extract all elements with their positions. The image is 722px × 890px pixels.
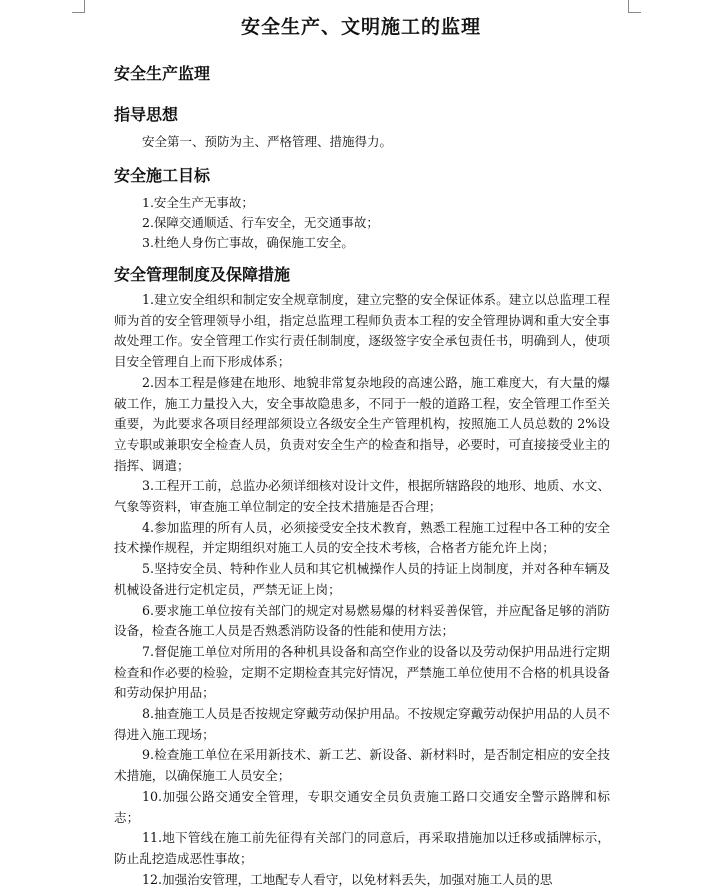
section-heading: 安全生产监理 <box>114 64 211 83</box>
goal-item: 2.保障交通顺适、行车安全，无交通事故； <box>142 215 379 230</box>
guiding-heading: 指导思想 <box>114 105 179 124</box>
measure-paragraph: 9.检查施工单位在采用新技术、新工艺、新设备、新材料时，是否制定相应的安全技术措施，以确保施工人员安全； <box>114 747 610 784</box>
measures-heading: 安全管理制度及保障措施 <box>114 265 291 284</box>
measure-paragraph: 12.加强治安管理，工地配专人看守，以免材料丢失，加强对施工人员的思 <box>142 871 553 887</box>
measure-paragraph: 6.要求施工单位按有关部门的规定对易燃易爆的材料妥善保管，并应配备足够的消防设备，检查各施工人员是否熟悉消防设备的性能和使用方法； <box>114 602 610 639</box>
measure-paragraph: 8.抽查施工人员是否按规定穿戴劳动保护用品。不按规定穿戴劳动保护用品的人员不得进入施工现场； <box>114 706 610 742</box>
measures-body <box>114 290 610 890</box>
measure-paragraph: 2.因本工程是修建在地形、地貌非常复杂地段的高速公路，施工难度大，有大量的爆破工作，施工力量投入大，安全事故隐患多，不同于一般的道路工程，安全管理工作至关重要，为此要求各项目经理部须设立各级安全生产管理机构，按照施工人员总数的 2%设立专职或兼职安全检查人员，负责对安全生产的检查和指导，必要时，可直接接受业主的指挥、调遣； <box>114 374 610 473</box>
goal-item: 1.安全生产无事故； <box>142 195 254 210</box>
measure-paragraph: 4.参加监理的所有人员，必须接受安全技术教育，熟悉工程施工过程中各工种的安全技术操作规程，并定期组织对施工人员的安全技术考核，合格者方能允许上岗； <box>114 519 610 556</box>
measure-paragraph: 11.地下管线在施工前先征得有关部门的同意后，再采取措施加以迁移或插牌标示，防止乱挖造成恶性事故； <box>114 830 610 866</box>
measure-paragraph: 10.加强公路交通安全管理，专职交通安全员负责施工路口交通安全警示路牌和标志； <box>114 788 610 825</box>
guiding-text: 安全第一、预防为主、严格管理、措施得力。 <box>142 134 393 149</box>
goal-item: 3.杜绝人身伤亡事故，确保施工安全。 <box>142 235 354 250</box>
measure-paragraph: 5.坚持安全员、特种作业人员和其它机械操作人员的持证上岗制度，并对各种车辆及机械设备进行定机定员，严禁无证上岗； <box>114 561 610 597</box>
measure-paragraph: 7.督促施工单位对所用的各种机具设备和高空作业的设备以及劳动保护用品进行定期检查和作必要的检验，定期不定期检查其完好情况，严禁施工单位使用不合格的机具设备和劳动保护用品； <box>114 643 610 701</box>
document-title: 安全生产、文明施工的监理 <box>240 16 481 38</box>
measure-paragraph: 1.建立安全组织和制定安全规章制度，建立完整的安全保证体系。建立以总监理工程师为首的安全管理领导小组，指定总监理工程师负责本工程的安全管理协调和重大安全事故处理工作。安全管理工作实行责任制制度，逐级签字安全承包责任书，明确到人，使项目安全管理自上而下形成体系； <box>114 292 610 370</box>
measure-paragraph: 3.工程开工前，总监办必须详细核对设计文件，根据所辖路段的地形、地质、水文、气象等资料，审查施工单位制定的安全技术措施是否合理； <box>114 478 610 515</box>
goals-heading: 安全施工目标 <box>114 166 211 185</box>
